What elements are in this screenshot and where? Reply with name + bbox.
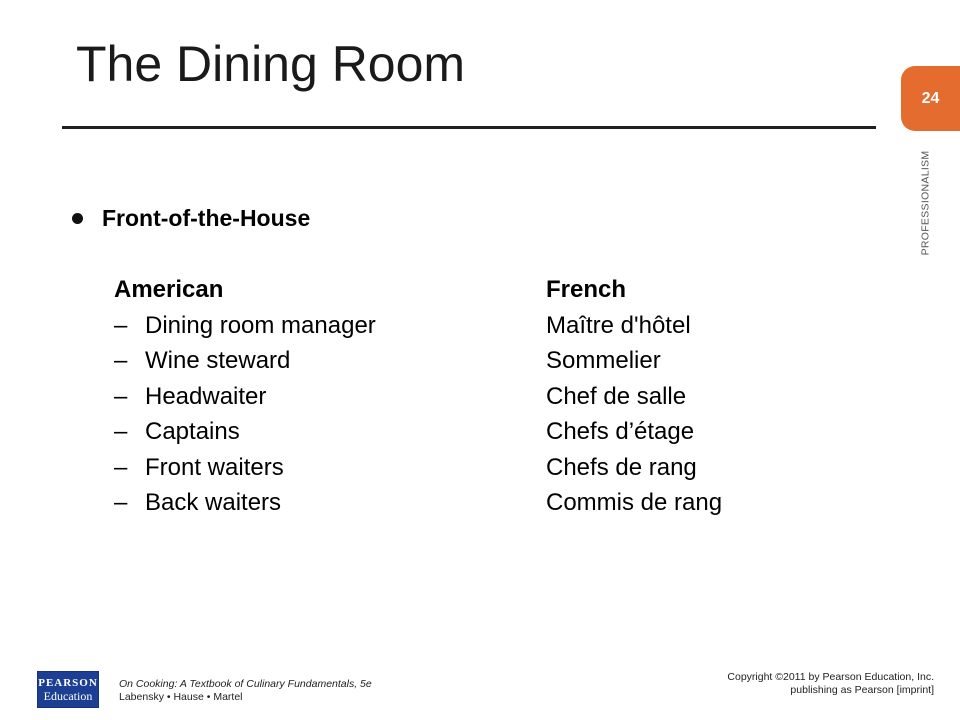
american-cell <box>114 308 546 344</box>
american-term: Headwaiter <box>145 382 267 410</box>
table-row <box>114 485 806 521</box>
dash: – <box>114 489 128 516</box>
book-title: On Cooking: A Textbook of Culinary Fundamentals, 5e <box>119 678 372 690</box>
american-term: Front waiters <box>145 453 284 481</box>
footer-book-info <box>119 678 372 704</box>
table-row <box>114 379 806 415</box>
copyright-line-2: publishing as Pearson [imprint] <box>790 684 934 696</box>
logo-line-1: PEARSON <box>38 676 98 689</box>
dash: – <box>114 347 128 374</box>
french-term: Chefs d’étage <box>546 418 695 445</box>
american-term: Wine steward <box>145 347 291 374</box>
table-header-row <box>114 272 806 308</box>
bullet-dot-icon <box>72 213 83 224</box>
logo-line-2: Education <box>43 688 93 703</box>
dash: – <box>114 418 128 445</box>
american-term: Dining room manager <box>145 311 376 339</box>
slide-title: The Dining Room <box>76 36 466 92</box>
table-row <box>114 308 806 344</box>
copyright-line-1: Copyright ©2011 by Pearson Education, Inc. <box>727 671 934 683</box>
american-term: Captains <box>145 418 240 445</box>
american-cell <box>114 485 546 521</box>
french-term: Commis de rang <box>546 489 723 516</box>
terms-table <box>114 272 806 521</box>
american-cell <box>114 379 546 415</box>
slide-number: 24 <box>921 89 940 107</box>
american-cell <box>114 343 546 379</box>
table-row <box>114 450 806 486</box>
bullet-item <box>72 205 310 232</box>
header-american: American <box>114 276 224 303</box>
french-term: Maître d'hôtel <box>546 311 691 339</box>
book-authors: Labensky • Hause • Martel <box>119 691 243 703</box>
title-divider <box>62 126 876 129</box>
table-row <box>114 414 806 450</box>
dash: – <box>114 311 128 339</box>
american-term: Back waiters <box>145 489 282 516</box>
dash: – <box>114 453 128 481</box>
dash: – <box>114 382 128 410</box>
section-label-text: PROFESSIONALISM <box>919 150 932 255</box>
bullet-text: Front-of-the-House <box>102 205 311 231</box>
footer-copyright <box>727 671 934 697</box>
header-french: French <box>546 276 627 303</box>
french-term: Chefs de rang <box>546 453 697 481</box>
section-label <box>918 145 932 260</box>
american-cell <box>114 450 546 486</box>
slide-number-tab <box>901 66 960 131</box>
pearson-logo <box>37 671 99 708</box>
french-term: Sommelier <box>546 347 661 374</box>
french-term: Chef de salle <box>546 382 687 410</box>
table-row <box>114 343 806 379</box>
american-cell <box>114 414 546 450</box>
